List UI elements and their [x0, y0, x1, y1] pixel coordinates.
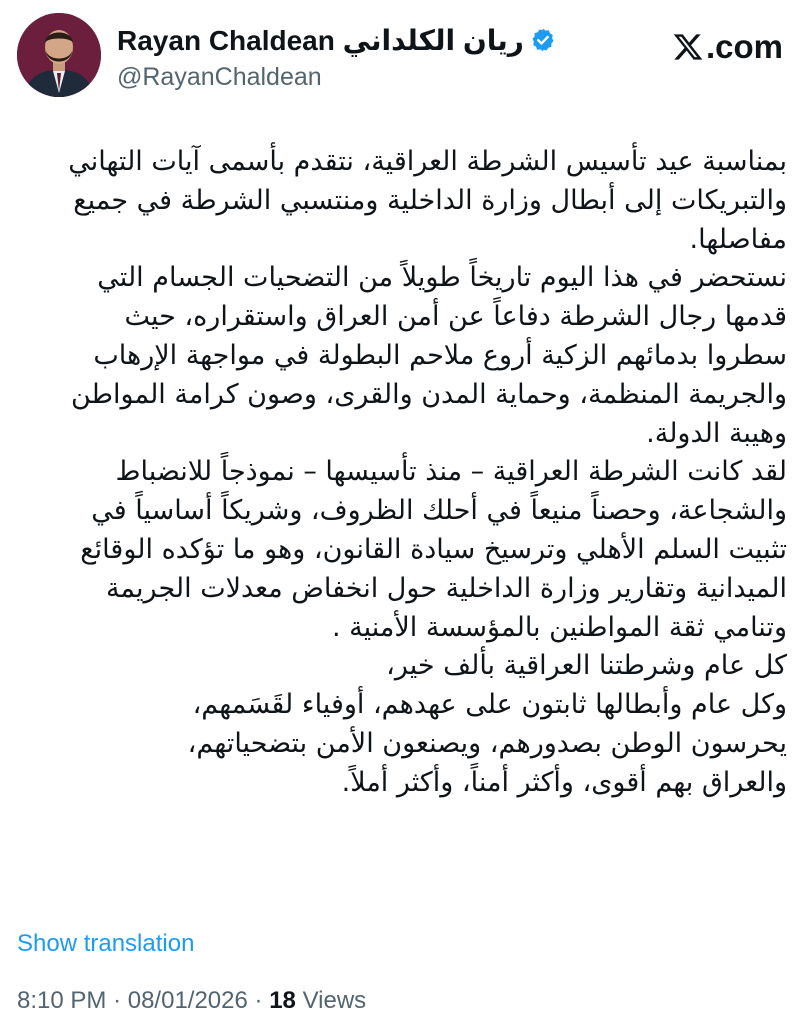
- meta-separator: ·: [254, 987, 263, 1014]
- tweet-line: قدمها رجال الشرطة دفاعاً عن أمن العراق واستقراره، حيث: [124, 301, 787, 333]
- tweet-time[interactable]: 8:10 PM: [17, 987, 107, 1014]
- brand-logo: [672, 27, 783, 67]
- tweet-line: والجريمة المنظمة، وحماية المدن والقرى، وصون كرامة المواطن: [70, 378, 787, 410]
- tweet-line: نستحضر في هذا اليوم تاريخاً طويلاً من التضحيات الجسام التي: [97, 262, 787, 294]
- meta-separator: ·: [113, 987, 122, 1014]
- tweet-line: وهيبة الدولة.: [646, 417, 787, 449]
- tweet-line: كل عام وشرطتنا العراقية بألف خير،: [386, 650, 787, 682]
- tweet-line: سطروا بدمائهم الزكية أروع ملاحم البطولة في مواجهة الإرهاب: [93, 339, 787, 371]
- tweet-line: مفاصلها.: [689, 223, 787, 255]
- tweet-line: تثبيت السلم الأهلي وترسيخ سيادة القانون، وهو ما تؤكده الوقائع: [80, 533, 787, 565]
- author-handle[interactable]: @RayanChaldean: [117, 63, 322, 91]
- x-logo-icon: [672, 31, 704, 63]
- tweet-line: والتبريكات إلى أبطال وزارة الداخلية ومنتسبي الشرطة في جميع: [73, 184, 787, 216]
- views-label: Views: [302, 987, 367, 1014]
- tweet-line: لقد كانت الشرطة العراقية – منذ تأسيسها – نموذجاً للانضباط: [115, 456, 787, 488]
- author-name-row: [117, 23, 556, 57]
- tweet-body: [17, 143, 787, 803]
- brand-domain-text: .com: [705, 28, 783, 65]
- views-count: 18: [269, 987, 296, 1014]
- tweet-header: [17, 13, 787, 99]
- tweet-line: وكل عام وأبطالها ثابتون على عهدهم، أوفياء لقَسَمهم،: [192, 689, 787, 721]
- tweet-line: وتنامي ثقة المواطنين بالمؤسسة الأمنية .: [331, 611, 787, 643]
- tweet-meta: [17, 987, 366, 1015]
- tweet-line: والعراق بهم أقوى، وأكثر أمناً، وأكثر أملاً.: [341, 766, 787, 798]
- show-translation-link[interactable]: Show translation: [17, 930, 195, 957]
- tweet-line: بمناسبة عيد تأسيس الشرطة العراقية، نتقدم بأسمى آيات التهاني: [68, 146, 787, 177]
- avatar[interactable]: [17, 13, 101, 97]
- avatar-photo-icon: [17, 13, 101, 97]
- author-display-name[interactable]: Rayan Chaldean ريان الكلداني: [117, 24, 524, 56]
- verified-badge-icon: [530, 27, 556, 53]
- tweet-line: والشجاعة، وحصناً منيعاً في أحلك الظروف، وشريكاً أساسياً في: [91, 495, 787, 527]
- tweet-date[interactable]: 08/01/2026: [127, 987, 248, 1014]
- author-info: [117, 23, 556, 92]
- tweet-line: الميدانية وتقارير وزارة الداخلية حول انخفاض معدلات الجريمة: [105, 572, 787, 604]
- tweet-line: يحرسون الوطن بصدورهم، ويصنعون الأمن بتضحياتهم،: [187, 727, 787, 759]
